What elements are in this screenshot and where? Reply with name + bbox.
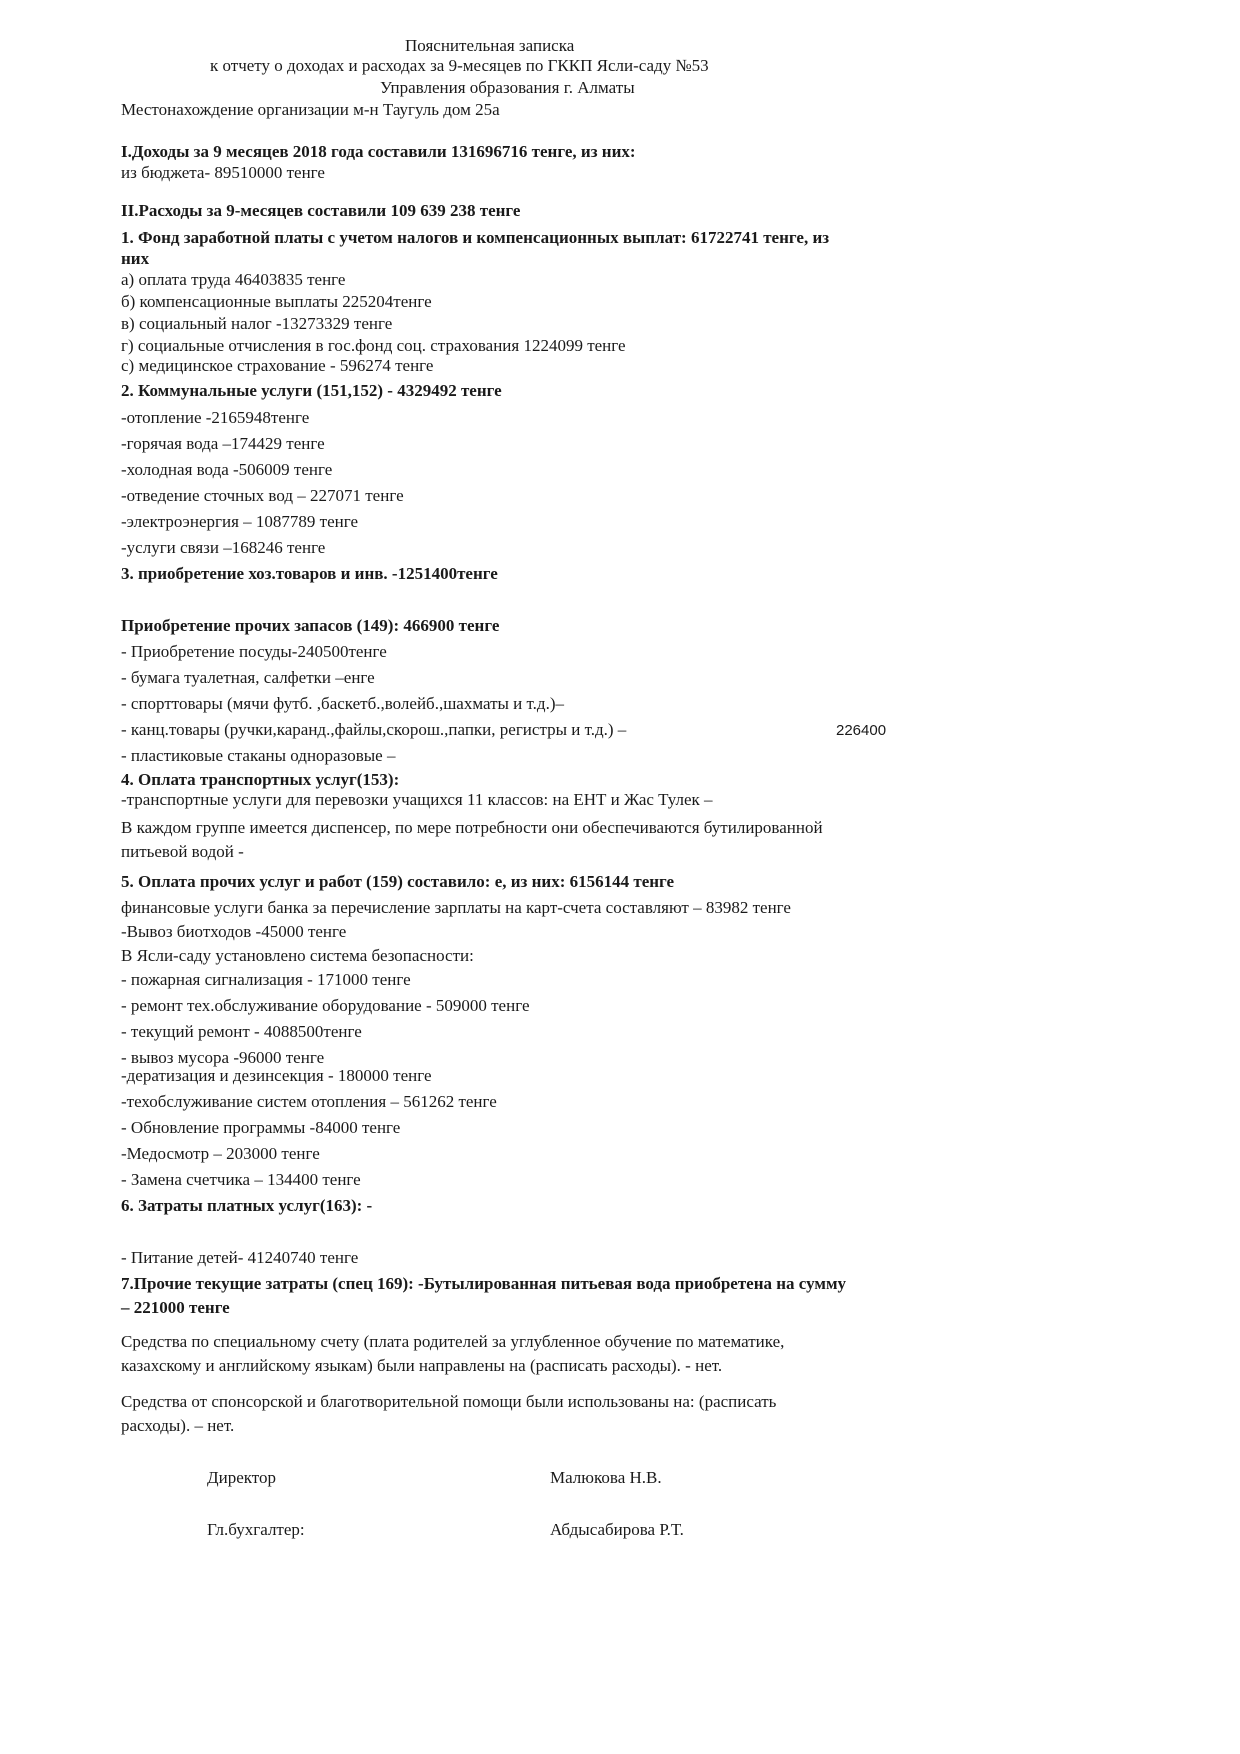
accountant-role: Гл.бухгалтер: <box>207 1520 305 1539</box>
current-costs-cont: – 221000 тенге <box>121 1298 230 1317</box>
other-stock-heading: Приобретение прочих запасов (149): 466900 тенге <box>121 616 500 635</box>
service-item: - Обновление программы -84000 тенге <box>121 1118 401 1137</box>
income-heading: I.Доходы за 9 месяцев 2018 года составили 131696716 тенге, из них: <box>121 142 636 161</box>
payroll-item: в) социальный налог -13273329 тенге <box>121 314 393 333</box>
payroll-item: а) оплата труда 46403835 тенге <box>121 270 346 289</box>
other-services-heading: 5. Оплата прочих услуг и работ (159) составило: е, из них: 6156144 тенге <box>121 872 675 891</box>
utility-item: -отопление -2165948тенге <box>121 408 310 427</box>
utility-item: -холодная вода -506009 тенге <box>121 460 333 479</box>
payroll-item: б) компенсационные выплаты 225204тенге <box>121 292 432 311</box>
director-role: Директор <box>207 1468 276 1487</box>
location-line: Местонахождение организации м-н Таугуль дом 25а <box>121 100 500 119</box>
current-costs-heading: 7.Прочие текущие затраты (спец 169): -Бутылированная питьевая вода приобретена на сумму <box>121 1274 847 1293</box>
stock-item: - пластиковые стаканы одноразовые – <box>121 746 396 765</box>
document-title: Пояснительная записка <box>405 36 575 55</box>
paid-services-heading: 6. Затраты платных услуг(163): - <box>121 1196 373 1215</box>
service-item: -техобслуживание систем отопления – 561262 тенге <box>121 1092 497 1111</box>
biowaste-line: -Вывоз биотходов -45000 тенге <box>121 922 347 941</box>
stock-item: - Приобретение посуды-240500тенге <box>121 642 387 661</box>
service-item: - пожарная сигнализация - 171000 тенге <box>121 970 411 989</box>
service-item: - ремонт тех.обслуживание оборудование - 509000 тенге <box>121 996 530 1015</box>
dispenser-line: В каждом группе имеется диспенсер, по мере потребности они обеспечиваются бутилированной <box>121 818 823 837</box>
security-intro: В Ясли-саду установлено система безопасности: <box>121 946 474 965</box>
household-heading: 3. приобретение хоз.товаров и инв. -1251400тенге <box>121 564 498 583</box>
expenses-heading: II.Расходы за 9-месяцев составили 109 639 238 тенге <box>121 201 521 220</box>
transport-line: -транспортные услуги для перевозки учащихся 11 классов: на ЕНТ и Жас Тулек – <box>121 790 713 809</box>
payroll-heading-cont: них <box>121 249 150 268</box>
service-item: -дератизация и дезинсекция - 180000 тенге <box>121 1066 432 1085</box>
utilities-heading: 2. Коммунальные услуги (151,152) - 4329492 тенге <box>121 381 502 400</box>
service-item: - текущий ремонт - 4088500тенге <box>121 1022 362 1041</box>
special-account-note-cont: казахскому и английскому языкам) были направлены на (расписать расходы). - нет. <box>121 1356 723 1375</box>
director-name: Малюкова Н.В. <box>550 1468 662 1487</box>
dispenser-line-cont: питьевой водой - <box>121 842 244 861</box>
utility-item: -электроэнергия – 1087789 тенге <box>121 512 359 531</box>
service-item: - Замена счетчика – 134400 тенге <box>121 1170 361 1189</box>
department-line: Управления образования г. Алматы <box>380 78 635 97</box>
service-item: -Медосмотр – 203000 тенге <box>121 1144 320 1163</box>
utility-item: -услуги связи –168246 тенге <box>121 538 326 557</box>
accountant-name: Абдысабирова Р.Т. <box>550 1520 684 1539</box>
utility-item: -горячая вода –174429 тенге <box>121 434 325 453</box>
transport-heading: 4. Оплата транспортных услуг(153): <box>121 770 400 789</box>
document-subtitle: к отчету о доходах и расходах за 9-месяцев по ГККП Ясли-саду №53 <box>210 56 709 75</box>
stationery-amount: 226400 <box>836 722 887 739</box>
stock-item: - канц.товары (ручки,каранд.,файлы,скорош.,папки, регистры и т.д.) – <box>121 720 627 739</box>
income-budget: из бюджета- 89510000 тенге <box>121 163 325 182</box>
special-account-note: Средства по специальному счету (плата родителей за углубленное обучение по математике, <box>121 1332 785 1351</box>
bank-services-line: финансовые услуги банка за перечисление зарплаты на карт-счета составляют – 83982 тенге <box>121 898 791 917</box>
payroll-heading: 1. Фонд заработной платы с учетом налогов и компенсационных выплат: 61722741 тенге, из <box>121 228 830 247</box>
payroll-item: г) социальные отчисления в гос.фонд соц. страхования 1224099 тенге <box>121 336 626 355</box>
stock-item: - бумага туалетная, салфетки –енге <box>121 668 375 687</box>
children-food-line: - Питание детей- 41240740 тенге <box>121 1248 359 1267</box>
utility-item: -отведение сточных вод – 227071 тенге <box>121 486 404 505</box>
payroll-item: с) медицинское страхование - 596274 тенге <box>121 356 434 375</box>
sponsor-note-cont: расходы). – нет. <box>121 1416 235 1435</box>
stock-item: - спорттовары (мячи футб. ,баскетб.,волейб.,шахматы и т.д.)– <box>121 694 564 713</box>
service-item: - вывоз мусора -96000 тенге <box>121 1048 325 1067</box>
sponsor-note: Средства от спонсорской и благотворительной помощи были использованы на: (расписать <box>121 1392 777 1411</box>
